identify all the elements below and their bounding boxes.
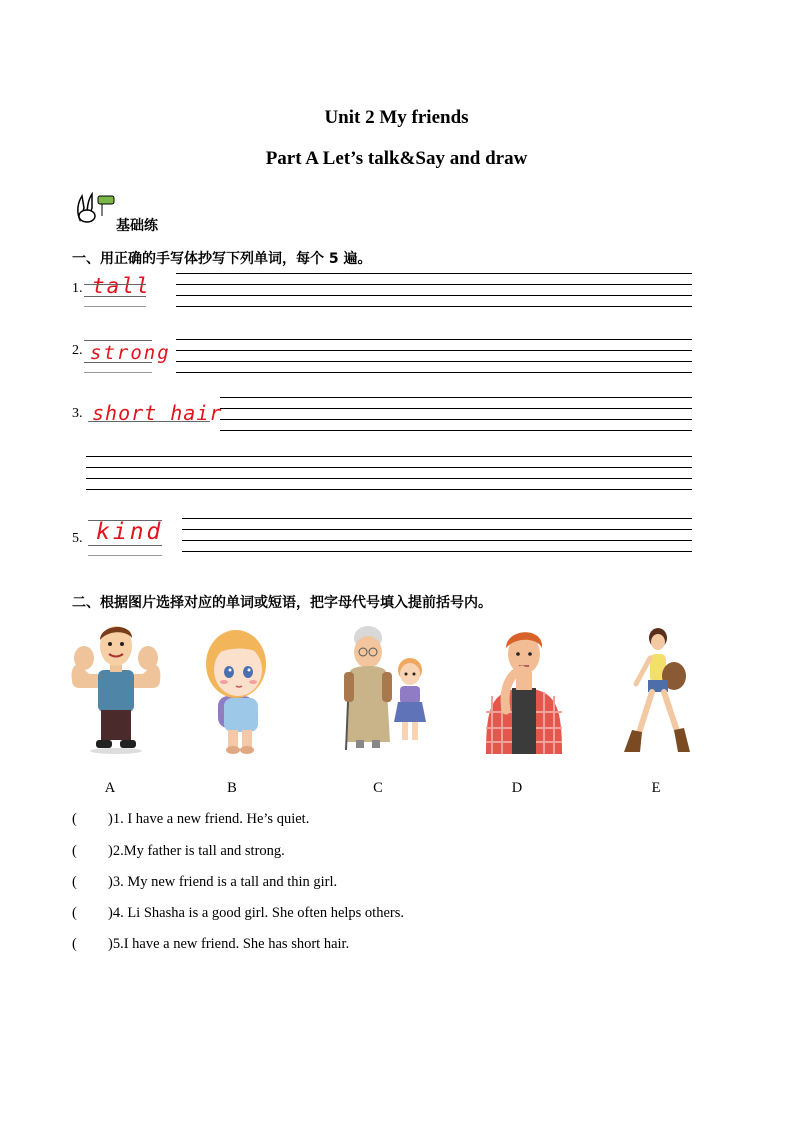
page-subtitle: Part A Let’s talk&Say and draw <box>265 148 528 169</box>
question-text: )4. Li Shasha is a good girl. She often helps others. <box>108 905 404 921</box>
handwriting-word: short hair <box>92 401 223 425</box>
walking-woman-icon <box>620 626 694 758</box>
question-text: )3. My new friend is a tall and thin girl. <box>108 874 338 890</box>
item-number: 3. <box>72 406 83 421</box>
question-text: )2.My father is tall and strong. <box>108 843 285 859</box>
part2-instruction: 二、根据图片选择对应的单词或短语，把字母代号填入提前括号内。 <box>72 595 492 611</box>
answer-paren: ( <box>72 811 77 827</box>
question-text: )5.I have a new friend. She has short hair. <box>108 936 350 952</box>
section-label: 基础练 <box>116 218 158 234</box>
strong-man-icon <box>66 618 166 758</box>
thinking-man-icon <box>482 626 566 754</box>
handwriting-word: strong <box>90 342 171 364</box>
item-number: 1. <box>72 281 83 296</box>
item-number: 5. <box>72 531 83 546</box>
handwriting-word: tall <box>92 274 151 298</box>
picture-letter: D <box>511 780 523 796</box>
grandma-girl-icon <box>336 622 436 754</box>
girl-backpack-icon <box>198 626 278 756</box>
answer-paren: ( <box>72 936 77 952</box>
page-title: Unit 2 My friends <box>324 107 469 128</box>
answer-paren: ( <box>72 874 77 890</box>
answer-paren: ( <box>72 905 77 921</box>
picture-letter: E <box>651 780 661 796</box>
answer-paren: ( <box>72 843 77 859</box>
item-number: 2. <box>72 343 83 358</box>
picture-letter: B <box>227 780 237 796</box>
part1-instruction: 一、用正确的手写体抄写下列单词，每个 5 遍。 <box>72 251 372 267</box>
handwriting-word: kind <box>96 519 164 545</box>
picture-letter: C <box>373 780 383 796</box>
question-text: )1. I have a new friend. He’s quiet. <box>108 811 310 827</box>
rabbit-icon <box>72 192 116 224</box>
picture-letter: A <box>104 780 116 796</box>
